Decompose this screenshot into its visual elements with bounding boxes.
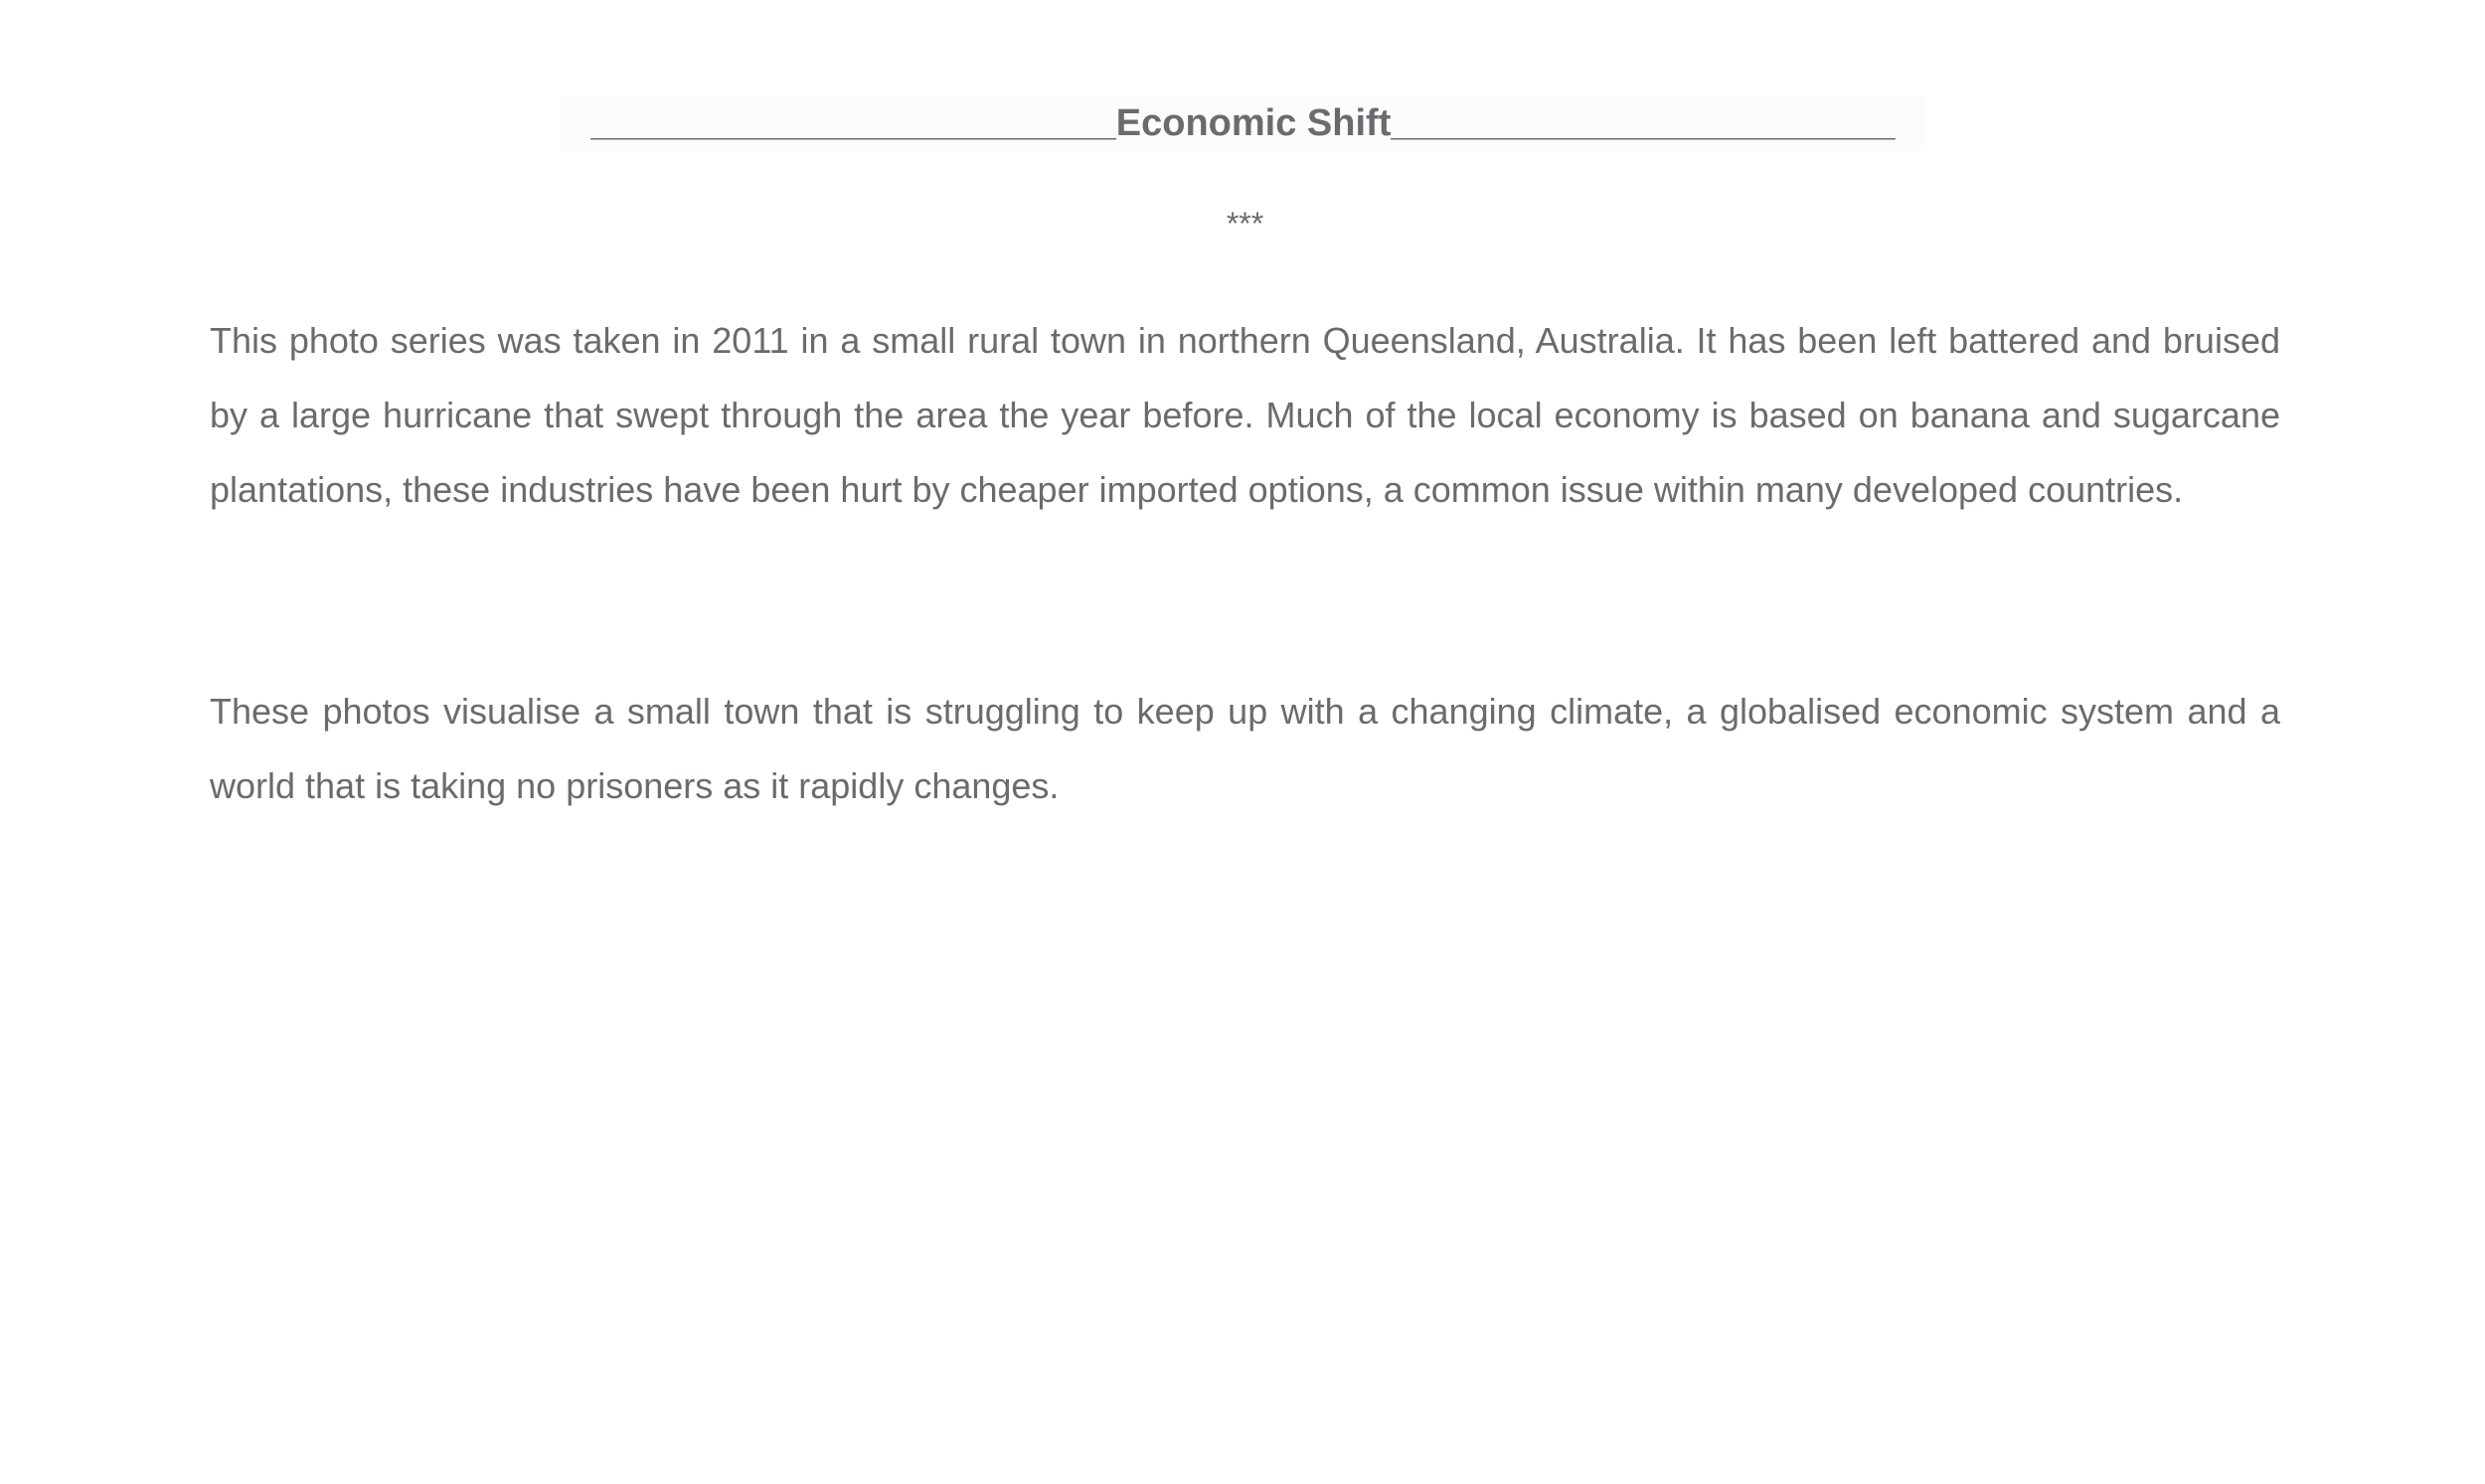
body-paragraph-1: This photo series was taken in 2011 in a small rural town in northern Queensland, Australia. It has been left battered and bruised by a large hurricane that swept through the area the year before. Much of the local economy is based on banana and sugarcane plantations, these industries have been hurt by cheaper imported options, a common issue within many developed countries. bbox=[210, 320, 2280, 510]
title-row bbox=[560, 95, 1926, 151]
page-title: _________________________Economic Shift________________________ bbox=[590, 101, 1896, 144]
body-paragraph-2: These photos visualise a small town that is struggling to keep up with a changing climate, a globalised economic system and a world that is taking no prisoners as it rapidly changes. bbox=[210, 691, 2280, 806]
section-separator: *** bbox=[1226, 206, 1264, 242]
